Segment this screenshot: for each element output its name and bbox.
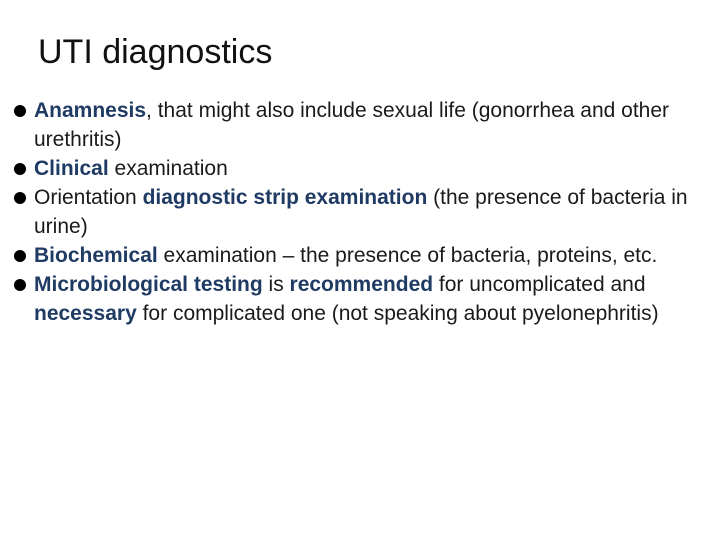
bullet-segment: Clinical [34, 157, 109, 180]
bullet-dot-icon [14, 192, 26, 204]
slide-title: UTI diagnostics [38, 33, 273, 71]
bullet-segment: examination [108, 157, 228, 180]
bullet-segment: for complicated one (not speaking about pyelonephritis) [136, 302, 659, 325]
bullet-item [12, 183, 716, 241]
bullet-dot-icon [14, 279, 26, 291]
bullet-list [12, 96, 716, 328]
bullet-segment: for uncomplicated and [433, 273, 646, 296]
bullet-segment: recommended [289, 273, 434, 296]
bullet-segment: necessary [34, 302, 137, 325]
bullet-segment: (the presence of bacteria in urine) [34, 186, 688, 238]
bullet-dot-icon [14, 163, 26, 175]
bullet-segment: Anamnesis [34, 99, 147, 122]
bullet-segment: , that might also include sexual life (gonorrhea and other urethritis) [34, 99, 670, 151]
bullet-item [12, 241, 716, 270]
bullet-item [12, 96, 716, 154]
bullet-dot-icon [14, 250, 26, 262]
bullet-segment: is [262, 273, 290, 296]
bullet-item [12, 154, 716, 183]
bullet-dot-icon [14, 105, 26, 117]
bullet-segment: Biochemical [34, 244, 158, 267]
bullet-segment: examination – the presence of bacteria, proteins, etc. [157, 244, 658, 267]
bullet-segment: Microbiological testing [34, 273, 263, 296]
bullet-item [12, 270, 716, 328]
bullet-segment: diagnostic strip examination [142, 186, 428, 209]
bullet-segment: Orientation [34, 186, 143, 209]
